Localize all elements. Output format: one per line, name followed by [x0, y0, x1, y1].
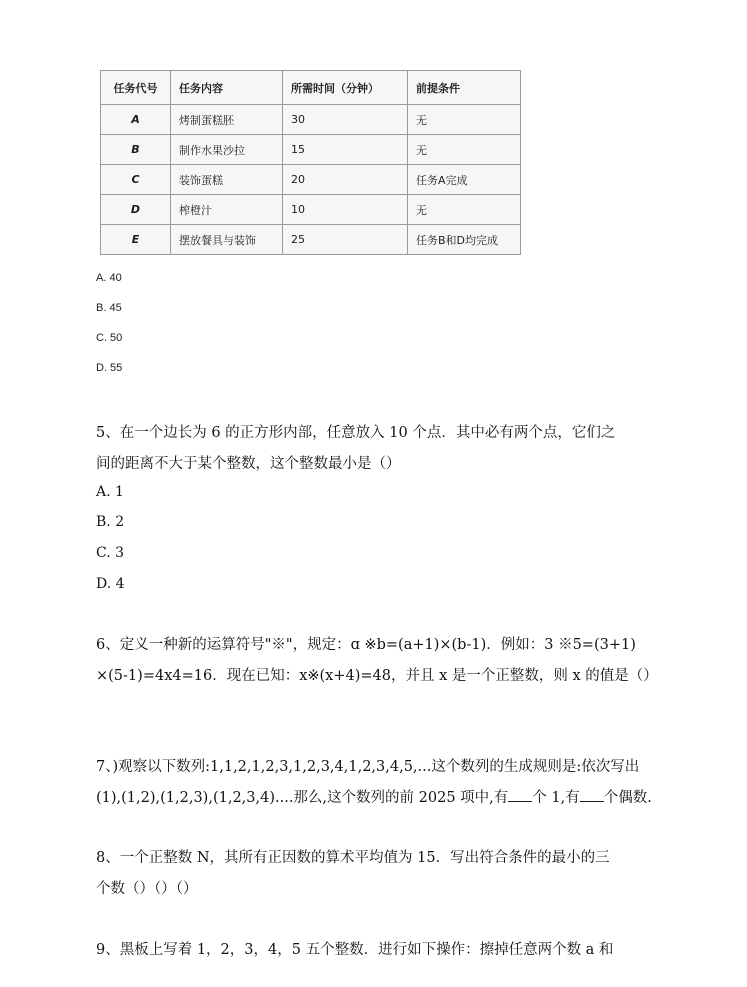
cell-time: 30	[283, 105, 408, 135]
cell-code: C	[101, 165, 171, 195]
cell-time: 25	[283, 225, 408, 255]
q5-option-b: B. 2	[96, 514, 125, 530]
question-7-text-a: (1),(1,2),(1,2,3),(1,2,3,4)....那么,这个数列的前 2025 项中,有	[96, 790, 509, 806]
task-table	[100, 70, 521, 255]
answer-blank	[508, 787, 532, 802]
cell-pre: 任务B和D均完成	[408, 225, 521, 255]
q5-option-d: D. 4	[96, 576, 125, 592]
question-7	[96, 752, 656, 814]
header-task-content: 任务内容	[171, 71, 283, 105]
question-8	[96, 843, 656, 905]
q4-option-b: B. 45	[96, 302, 122, 314]
question-5-line-2: 间的距离不大于某个整数，这个整数最小是（）	[96, 456, 401, 472]
question-7-line-1: 7、)观察以下数列:1,1,2,1,2,3,1,2,3,4,1,2,3,4,5,...这个数列的生成规则是:依次写出	[96, 759, 640, 775]
cell-code: E	[101, 225, 171, 255]
q4-option-d: D. 55	[96, 362, 123, 374]
cell-pre: 无	[408, 105, 521, 135]
question-5-line-1: 5、在一个边长为 6 的正方形内部，任意放入 10 个点．其中必有两个点，它们之	[96, 425, 616, 441]
task-table-image	[100, 70, 521, 254]
question-7-line-2	[96, 783, 656, 814]
question-5	[96, 418, 656, 480]
question-6-line-2: ×(5-1)=4x4=16．现在已知：x※(x+4)=48，并且 x 是一个正整数，则 x 的值是（）	[96, 668, 658, 684]
table-row	[101, 195, 521, 225]
q5-option-c: C. 3	[96, 545, 125, 561]
answer-blank	[580, 787, 604, 802]
q4-option-c: C. 50	[96, 332, 123, 344]
cell-time: 10	[283, 195, 408, 225]
cell-content: 制作水果沙拉	[171, 135, 283, 165]
question-6-line-1: 6、定义一种新的运算符号"※"，规定：ɑ ※b=(a+1)×(b-1)．例如：3 ※5=(3+1)	[96, 637, 636, 653]
question-8-line-1: 8、一个正整数 N，其所有正因数的算术平均值为 15．写出符合条件的最小的三	[96, 850, 610, 866]
cell-code: A	[101, 105, 171, 135]
cell-content: 榨橙汁	[171, 195, 283, 225]
cell-pre: 任务A完成	[408, 165, 521, 195]
cell-pre: 无	[408, 195, 521, 225]
header-task-code: 任务代号	[101, 71, 171, 105]
cell-content: 烤制蛋糕胚	[171, 105, 283, 135]
question-9	[96, 935, 656, 966]
cell-content: 装饰蛋糕	[171, 165, 283, 195]
cell-time: 15	[283, 135, 408, 165]
cell-content: 摆放餐具与装饰	[171, 225, 283, 255]
q4-option-a: A. 40	[96, 272, 122, 284]
question-7-text-b: 个 1,有	[532, 790, 580, 806]
header-prerequisite: 前提条件	[408, 71, 521, 105]
q5-option-a: A. 1	[96, 484, 124, 500]
cell-pre: 无	[408, 135, 521, 165]
question-9-line-1: 9、黑板上写着 1，2，3，4，5 五个整数．进行如下操作：擦掉任意两个数 a 和	[96, 942, 614, 958]
cell-time: 20	[283, 165, 408, 195]
table-row	[101, 225, 521, 255]
table-row	[101, 165, 521, 195]
table-row	[101, 105, 521, 135]
cell-code: B	[101, 135, 171, 165]
question-6	[96, 630, 656, 692]
question-8-line-2: 个数（）（）（）	[96, 881, 198, 897]
question-7-text-c: 个偶数.	[603, 790, 652, 806]
table-row	[101, 135, 521, 165]
header-time: 所需时间（分钟）	[283, 71, 408, 105]
table-header-row	[101, 71, 521, 105]
cell-code: D	[101, 195, 171, 225]
